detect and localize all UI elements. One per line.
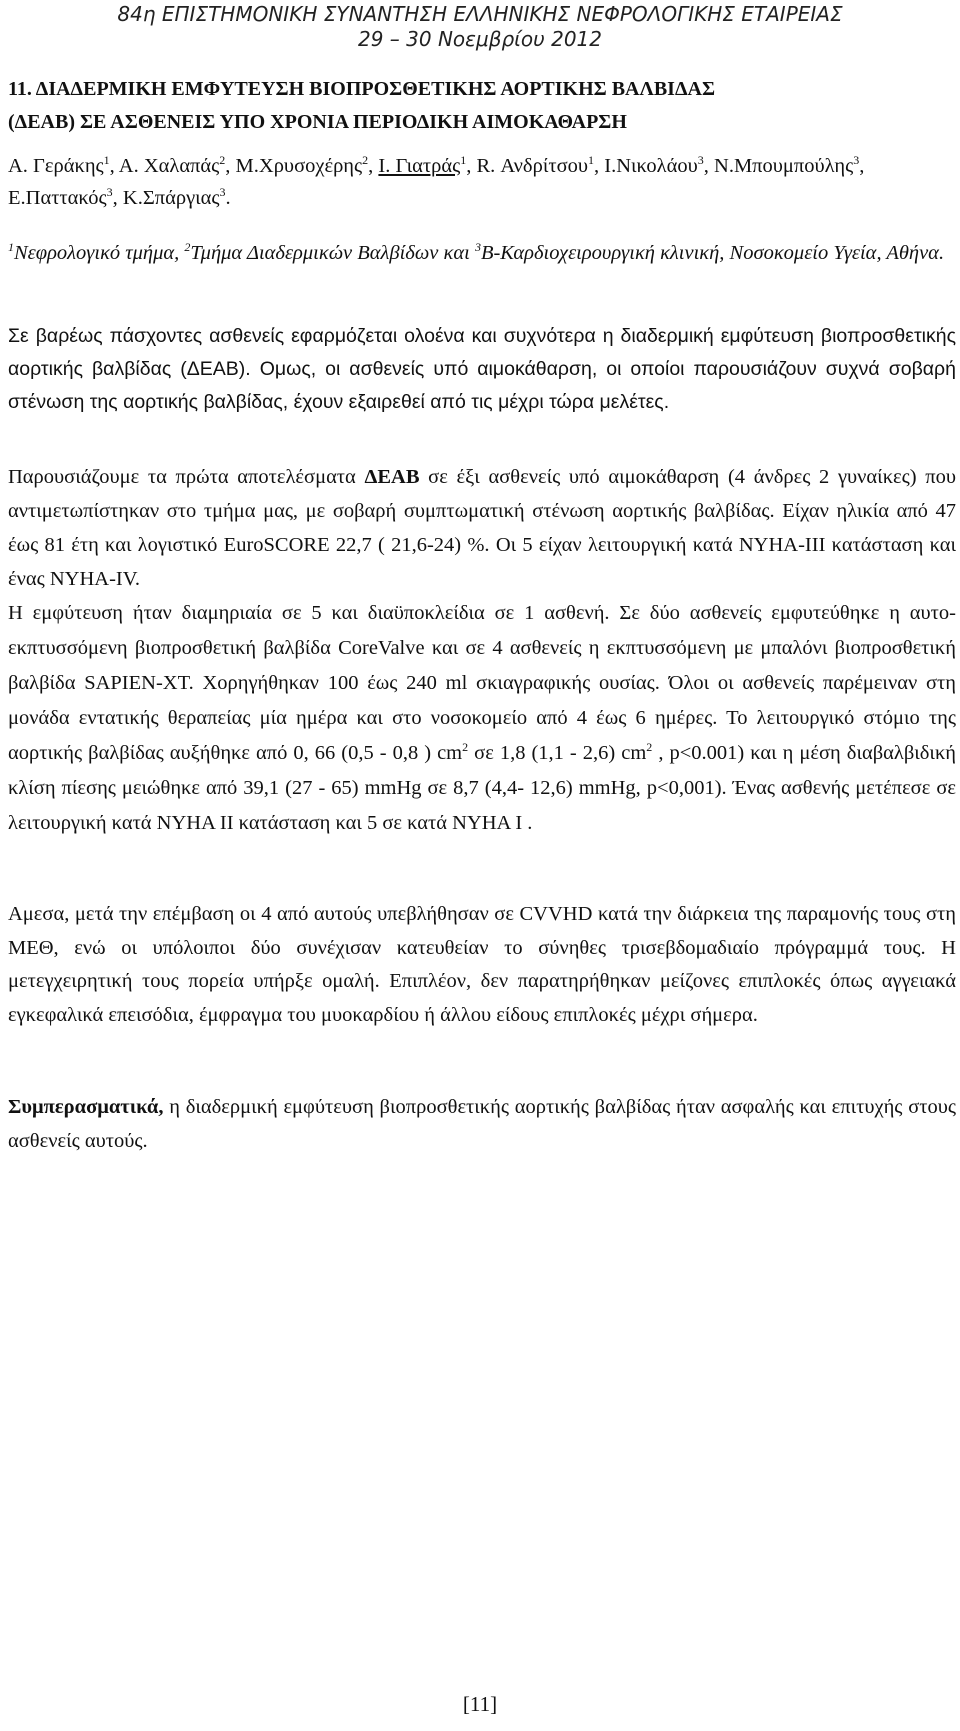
abstract-title: [8, 73, 956, 139]
author: R. Ανδρίτσου$^1$,: [476, 153, 605, 177]
author: Ι.Νικολάου$^3$,: [604, 153, 715, 177]
results-paragraph: Παρουσιάζουμε τα πρώτα αποτελέσματα ΔΕΑΒ σε έξι ασθενείς υπό αιμοκάθαρση (4 άνδρες 2 γυναίκες) που αντιμετωπίστηκαν στο τμήμα μας, με σοβαρή συμπτωματική στένωση αορτικής βαλβίδας. Είχαν ηλικία από 47 έως 81 έτη και λογιστικό EuroSCORE 22,7 ( 21,6-24) %. Οι 5 είχαν λειτουργική κατά NYHA-III κατάσταση και ένας NYHA-IV.: [8, 466, 957, 590]
title-line-2: (ΔΕΑΒ) ΣΕ ΑΣΘΕΝΕΙΣ ΥΠΟ ΧΡΟΝΙΑ ΠΕΡΙΟΔΙΚΗ ΑΙΜΟΚΑΘΑΡΣΗ: [8, 111, 627, 133]
author: Μ.Χρυσοχέρης$^2$,: [235, 153, 379, 177]
author: Ν.Μπουμπούλης$^3$,: [714, 153, 865, 177]
procedure-paragraph: Η εμφύτευση ήταν διαμηριαία σε 5 και διαϋποκλείδια σε 1 ασθενή. Σε δύο ασθενείς εμφυτεύθηκε η αυτο-εκπτυσσόμενη βιοπροσθετική βαλβίδα CoreValve και σε 4 ασθενείς η εκπτυσσόμενη με μπαλόνι βιοπροσθετική βαλβίδα SAPIEN-XT. Χορηγήθηκαν 100 έως 240 ml σκιαγραφικής ουσίας. Όλοι οι ασθενείς παρέμειναν στη μονάδα εντατικής θεραπείας μία ημέρα και στο νοσοκομείο από 4 έως 6 ημέρες. Το λειτουργικό στόμιο της αορτικής βαλβίδας αυξήθηκε από 0, 66 (0,5 - 0,8 ) $cm^2$ σε 1,8 (1,1 - 2,6) $cm^2$ , p<0.001) και η μέση διαβαλβιδική κλίση πίεσης μειώθηκε από 39,1 (27 - 65) mmHg σε 8,7 (4,4- 12,6) mmHg, p<0,001). Ένας ασθενής μετέπεσε σε λειτουργική κατά NYHA II κατάσταση και 5 σε κατά NYHA I .: [8, 602, 956, 834]
intro-paragraph: Σε βαρέως πάσχοντες ασθενείς εφαρμόζεται ολοένα και συχνότερα η διαδερμική εμφύτευση βιοπροσθετικής αορτικής βαλβίδας (ΔΕΑΒ). Ομως, οι ασθενείς υπό αιμοκάθαρση, οι οποίοι παρουσιάζουν συχνά σοβαρή στένωση της αορτικής βαλβίδας, έχουν εξαιρεθεί από τις μέχρι τώρα μελέτες.: [8, 325, 956, 413]
author: Κ.Σπάργιας$^3$.: [122, 185, 231, 209]
author: Ι. Γιατράς$^1$,: [378, 153, 477, 177]
conclusion-paragraph: Συμπερασματικά, η διαδερμική εμφύτευση βιοπροσθετικής αορτικής βαλβίδας ήταν ασφαλής και επιτυχής στους ασθενείς αυτούς.: [8, 1096, 956, 1152]
author: Α. Γεράκης$^1$,: [8, 153, 119, 177]
author: Ε.Παττακός$^3$,: [8, 185, 123, 209]
page-number: [11]: [462, 1692, 498, 1716]
followup-paragraph: Αμεσα, μετά την επέμβαση οι 4 από αυτούς υπεβλήθησαν σε CVVHD κατά την διάρκεια της παραμονής τους στη ΜΕΘ, ενώ οι υπόλοιποι δύο συνέχισαν κατευθείαν το σύνηθες τρισεβδομαδιαίο πρόγραμμά τους. Η μετεγχειρητική τους πορεία υπήρξε ομαλή. Επιπλέον, δεν παρατηρήθηκαν μείζονες επιπλοκές όπως αγγειακά εγκεφαλικά επεισόδια, έμφραγμα του μυοκαρδίου ή άλλου είδους επιπλοκές μέχρι σήμερα.: [8, 903, 956, 1026]
affiliations: $^1$Νεφρολογικό τμήμα, $^2$Τμήμα Διαδερμικών Βαλβίδων και $^3$Β-Καρδιοχειρουργική κλινική, Νοσοκομείο Υγεία, Αθήνα.: [8, 240, 945, 264]
conference-header: 84η ΕΠΙΣΤΗΜΟΝΙΚΗ ΣΥΝΑΝΤΗΣΗ ΕΛΛΗΝΙΚΗΣ ΝΕΦΡΟΛΟΓΙΚΗΣ ΕΤΑΙΡΕΙΑΣ: [117, 2, 843, 26]
conference-dates: 29 – 30 Νοεμβρίου 2012: [358, 27, 602, 51]
title-line-1: 11. ΔΙΑΔΕΡΜΙΚΗ ΕΜΦΥΤΕΥΣΗ ΒΙΟΠΡΟΣΘΕΤΙΚΗΣ ΑΟΡΤΙΚΗΣ ΒΑΛΒΙΔΑΣ: [8, 78, 716, 100]
author: Α. Χαλαπάς$^2$,: [118, 153, 236, 177]
author-list: [8, 150, 956, 214]
